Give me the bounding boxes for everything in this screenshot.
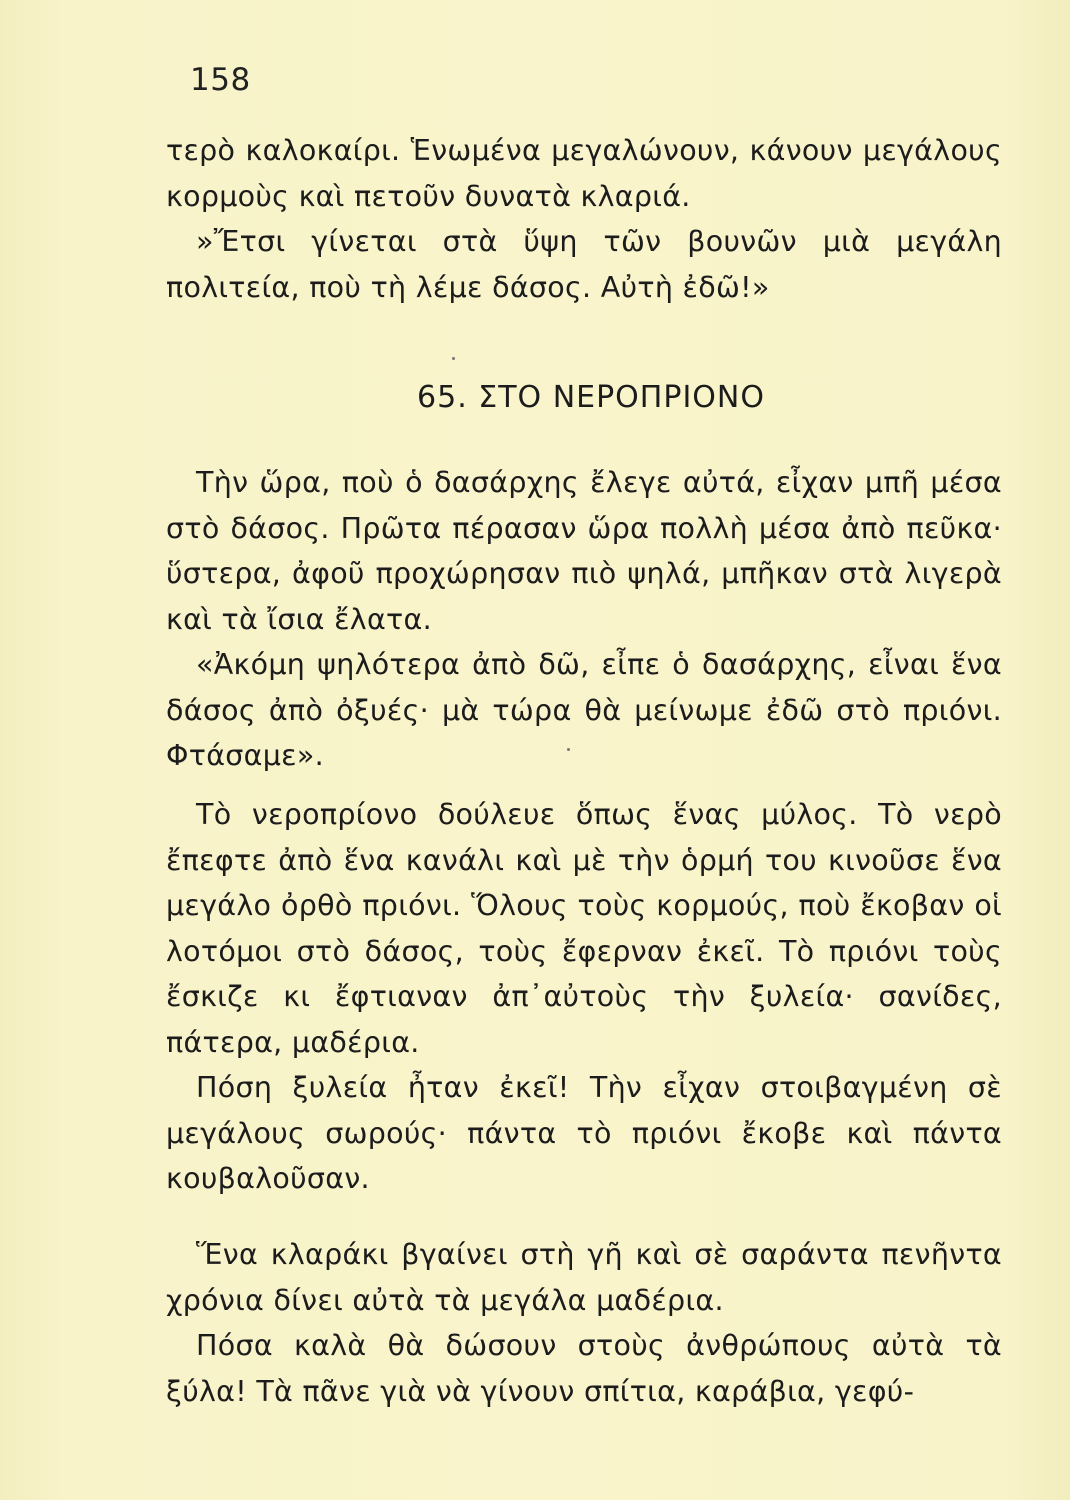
section-heading <box>0 380 1070 415</box>
section-heading-text: 65. ΣΤΟ ΝΕΡΟΠΡΙΟΝΟ <box>417 380 765 415</box>
text-block-timber <box>166 1232 1002 1414</box>
paragraph: Πόσα καλὰ θὰ δώσουν στοὺς ἀνθρώπους αὐτὰ τὰ ξύλα! Τὰ πᾶνε γιὰ νὰ γίνουν σπίτια, καράβια, γεφύ- <box>166 1329 1002 1408</box>
paper-speck <box>452 357 455 360</box>
page-number: 158 <box>190 62 251 98</box>
paragraph: »Ἔτσι γίνεται στὰ ὕψη τῶν βουνῶν μιὰ μεγάλη πολιτεία, ποὺ τὴ λέμε δάσος. Αὐτὴ ἐδῶ!» <box>166 225 1002 304</box>
text-block-sawmill <box>166 792 1002 1202</box>
paragraph: «Ἀκόμη ψηλότερα ἀπὸ δῶ, εἶπε ὁ δασάρχης, εἶναι ἕνα δάσος ἀπὸ ὀξυές· μὰ τώρα θὰ μείνωμε ἐδῶ στὸ πριόνι. Φτάσαμε». <box>166 648 1002 772</box>
paragraph: Τὸ νεροπρίονο δούλευε ὅπως ἕνας μύλος. Τὸ νερὸ ἔπεφτε ἀπὸ ἕνα κανάλι καὶ μὲ τὴν ὁρμή του κινοῦσε ἕνα μεγάλο ὀρθὸ πριόνι. Ὅλους τοὺς κορμούς, ποὺ ἔκοβαν οἱ λοτόμοι στὸ δάσος, τοὺς ἔφερναν ἐκεῖ. Τὸ πριόνι τοὺς ἔσκιζε κι ἔφτιαναν ἀπ᾿αὐτοὺς τὴν ξυλεία· σανίδες, πάτερα, μαδέρια. <box>166 798 1002 1059</box>
text-block-intro <box>166 128 1002 310</box>
paper-speck <box>567 748 570 751</box>
paragraph: Τὴν ὥρα, ποὺ ὁ δασάρχης ἔλεγε αὐτά, εἶχαν μπῆ μέσα στὸ δάσος. Πρῶτα πέρασαν ὥρα πολλὴ μέσα ἀπὸ πεῦκα· ὕστερα, ἀφοῦ προχώρησαν πιὸ ψηλά, μπῆκαν στὰ λιγερὰ καὶ τὰ ἴσια ἔλατα. <box>166 466 1002 636</box>
paragraph: Ἕνα κλαράκι βγαίνει στὴ γῆ καὶ σὲ σαράντα πενῆντα χρόνια δίνει αὐτὰ τὰ μεγάλα μαδέρια. <box>166 1238 1002 1317</box>
text-block-forest <box>166 460 1002 779</box>
paragraph: τερὸ καλοκαίρι. Ἑνωμένα μεγαλώνουν, κάνουν μεγάλους κορμοὺς καὶ πετοῦν δυνατὰ κλαριά. <box>166 134 1002 213</box>
paragraph: Πόση ξυλεία ἦταν ἐκεῖ! Τὴν εἶχαν στοιβαγμένη σὲ μεγάλους σωρούς· πάντα τὸ πριόνι ἔκοβε καὶ πάντα κουβαλοῦσαν. <box>166 1071 1002 1195</box>
